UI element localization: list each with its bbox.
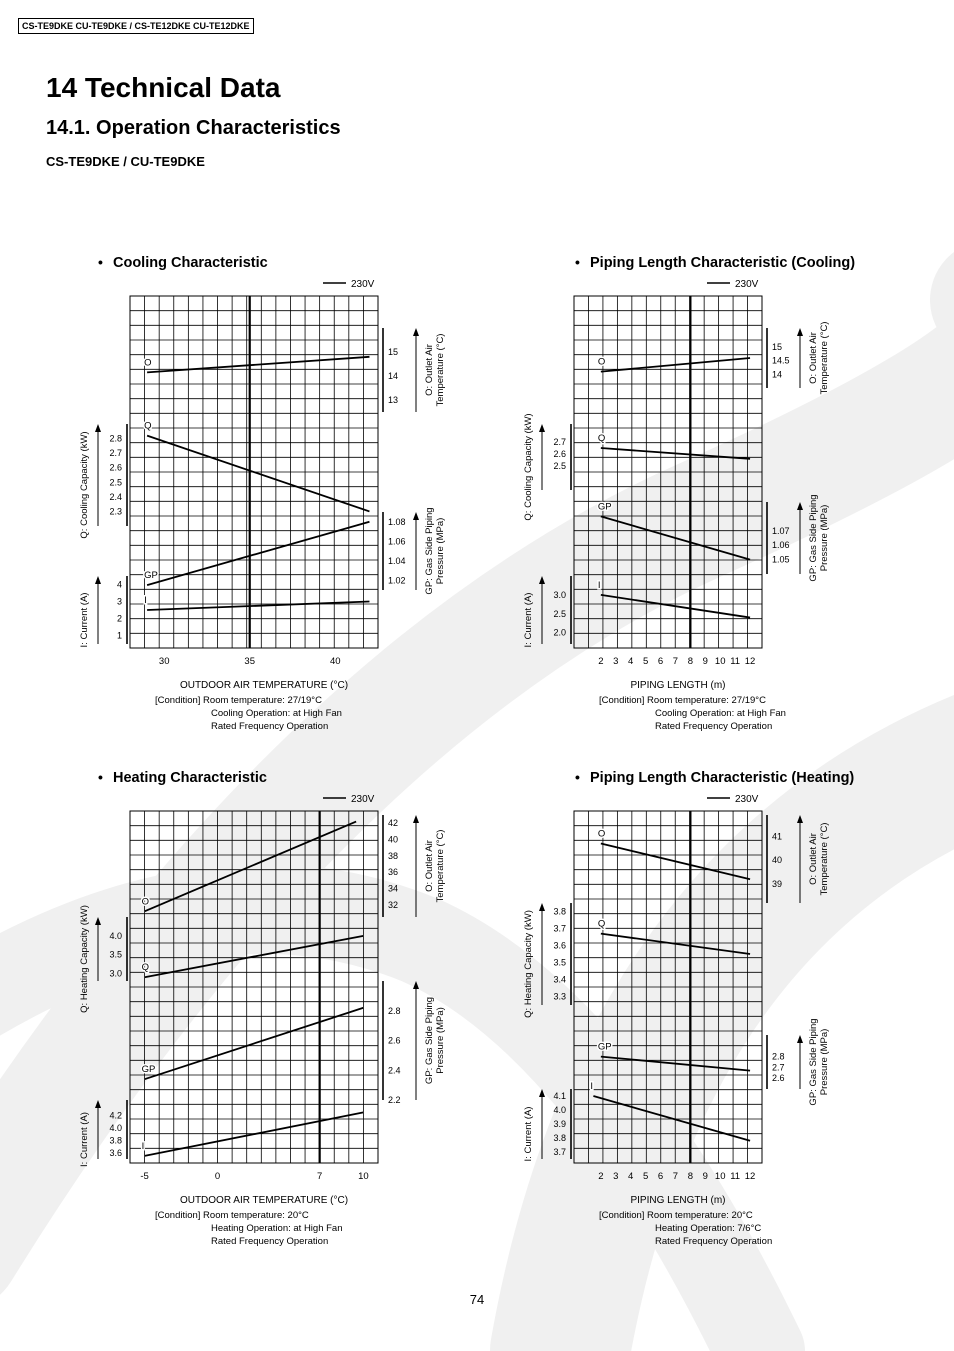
- band-tick-o: 36: [388, 867, 399, 878]
- band-tick-q: 2.7: [109, 448, 122, 459]
- band-axis-label-o: [424, 334, 446, 407]
- band-axis-label-line: Pressure (MPa): [435, 1007, 446, 1074]
- title-bullet: •: [98, 254, 103, 270]
- band-tick-q: 2.4: [109, 491, 122, 502]
- band-tick-q: 2.8: [109, 433, 122, 444]
- title-bullet: •: [575, 769, 580, 785]
- band-tick-q: 3.0: [109, 968, 122, 979]
- band-axis-label-gp: [808, 494, 830, 581]
- band-axis-label-line: GP: Gas Side Piping: [808, 1018, 819, 1106]
- band-tick-o: 41: [772, 831, 783, 842]
- band-axis-label-o: [808, 823, 830, 896]
- band-arrowhead-o: [797, 815, 803, 823]
- band-axis-label-line: Temperature (°C): [435, 829, 446, 903]
- band-axis-label-o: [424, 830, 446, 903]
- band-axis-label-i: I: Current (A): [523, 1106, 534, 1162]
- band-axis-label-q: Q: Cooling Capacity (kW): [79, 431, 90, 539]
- band-arrowhead-o: [413, 328, 419, 336]
- band-axis-label-i: I: Current (A): [79, 1112, 90, 1167]
- band-tick-gp: 2.4: [388, 1065, 401, 1076]
- band-axis-label-line: GP: Gas Side Piping: [424, 996, 435, 1085]
- x-tick-label: 3: [613, 656, 619, 667]
- band-tick-gp: 2.8: [772, 1051, 785, 1062]
- condition-line: Heating Operation: at High Fan: [211, 1223, 343, 1234]
- series-line-i: [593, 1096, 750, 1141]
- band-tick-i: 3: [116, 596, 122, 607]
- x-tick-label: 7: [672, 1171, 679, 1182]
- chart-title: Heating Characteristic: [113, 770, 267, 786]
- x-tick-label: 0: [214, 1171, 221, 1182]
- band-tick-gp: 1.04: [388, 555, 406, 566]
- band-tick-gp: 2.8: [388, 1005, 401, 1016]
- legend-label: 230V: [351, 794, 375, 805]
- band-tick-i: 4.0: [553, 1105, 566, 1115]
- x-tick-label: 6: [657, 1171, 664, 1182]
- band-tick-gp: 1.05: [772, 554, 790, 565]
- band-axis-label-gp: [424, 507, 446, 594]
- band-arrowhead-q: [539, 424, 545, 432]
- band-tick-i: 4.2: [109, 1110, 122, 1121]
- band-arrowhead-q: [95, 917, 101, 925]
- band-axis-label-line: O: Outlet Air: [808, 332, 819, 384]
- band-arrowhead-gp: [797, 1035, 803, 1043]
- band-axis-label-line: GP: Gas Side Piping: [424, 507, 435, 595]
- band-tick-gp: 1.08: [388, 516, 406, 527]
- section-subtitle: 14.1. Operation Characteristics: [46, 117, 341, 139]
- series-label-q: Q: [597, 433, 606, 444]
- band-tick-i: 3.6: [109, 1147, 122, 1158]
- band-arrowhead-i: [95, 576, 101, 584]
- chart-title: Cooling Characteristic: [113, 255, 268, 271]
- band-arrowhead-i: [539, 576, 545, 584]
- band-axis-label-gp: [424, 997, 446, 1084]
- band-arrowhead-o: [797, 328, 803, 336]
- band-tick-q: 3.4: [553, 974, 566, 985]
- series-label-gp: GP: [597, 501, 612, 513]
- band-tick-i: 3.9: [553, 1119, 566, 1129]
- series-label-gp: GP: [141, 1064, 156, 1076]
- band-tick-o: 15: [388, 347, 399, 357]
- band-tick-o: 40: [388, 834, 399, 845]
- band-arrowhead-gp: [413, 512, 419, 520]
- band-axis-label-q: Q: Heating Capacity (kW): [523, 910, 534, 1018]
- title-bullet: •: [98, 769, 103, 785]
- x-tick-label: 4: [628, 656, 634, 667]
- band-arrowhead-i: [539, 1089, 545, 1097]
- band-tick-i: 1: [116, 630, 122, 641]
- band-tick-o: 14: [388, 371, 399, 381]
- x-tick-label: 5: [642, 1171, 649, 1182]
- band-tick-q: 2.5: [109, 477, 122, 488]
- x-axis-label: PIPING LENGTH (m): [630, 1195, 726, 1206]
- band-tick-q: 4.0: [109, 930, 122, 941]
- band-tick-q: 3.3: [553, 991, 566, 1002]
- band-tick-o: 15: [772, 342, 783, 353]
- band-axis-label-q: Q: Cooling Capacity (kW): [523, 413, 534, 521]
- band-tick-q: 3.5: [553, 957, 566, 968]
- band-tick-o: 39: [772, 878, 783, 889]
- band-axis-label-line: Temperature (°C): [819, 822, 830, 896]
- x-tick-label: 6: [657, 656, 664, 667]
- condition-line: [Condition] Room temperature: 27/19°C: [599, 695, 766, 706]
- x-tick-label: 30: [158, 656, 170, 667]
- x-tick-label: 12: [744, 656, 756, 667]
- band-arrowhead-gp: [797, 502, 803, 510]
- band-tick-q: 3.8: [553, 906, 566, 917]
- x-tick-label: -5: [140, 1171, 149, 1182]
- band-axis-label-line: O: Outlet Air: [424, 840, 435, 892]
- band-arrowhead-gp: [413, 981, 419, 989]
- x-tick-label: 7: [672, 656, 679, 667]
- x-tick-label: 10: [714, 656, 726, 667]
- band-tick-q: 3.7: [553, 923, 566, 934]
- condition-line: Cooling Operation: at High Fan: [211, 708, 342, 719]
- x-tick-label: 35: [244, 656, 256, 667]
- band-tick-o: 40: [772, 855, 783, 866]
- band-arrowhead-i: [95, 1100, 101, 1108]
- band-axis-label-o: [808, 322, 830, 395]
- condition-line: Rated Frequency Operation: [655, 1236, 773, 1247]
- band-tick-q: 2.3: [109, 506, 122, 517]
- legend-label: 230V: [735, 794, 759, 805]
- band-axis-label-line: Pressure (MPa): [435, 517, 446, 585]
- x-tick-label: 10: [714, 1171, 726, 1182]
- chart-title: Piping Length Characteristic (Heating): [590, 770, 855, 786]
- series-line-gp: [145, 1008, 364, 1079]
- band-arrowhead-q: [539, 903, 545, 911]
- band-tick-o: 14: [772, 369, 783, 380]
- grid: [574, 811, 762, 1163]
- series-label-i: I: [590, 1081, 594, 1092]
- band-tick-gp: 1.07: [772, 525, 790, 536]
- condition-line: [Condition] Room temperature: 20°C: [155, 1210, 309, 1221]
- band-tick-o: 38: [388, 850, 399, 861]
- band-tick-gp: 2.2: [388, 1095, 401, 1105]
- legend-label: 230V: [351, 279, 375, 290]
- x-tick-label: 9: [702, 1171, 708, 1182]
- band-tick-o: 42: [388, 818, 399, 829]
- band-tick-q: 2.6: [109, 462, 122, 473]
- x-axis-label: OUTDOOR AIR TEMPERATURE (°C): [179, 1195, 349, 1206]
- x-tick-label: 2: [598, 1171, 604, 1182]
- band-tick-o: 14.5: [772, 355, 790, 366]
- band-tick-gp: 1.06: [388, 536, 406, 547]
- model-heading: CS-TE9DKE / CU-TE9DKE: [46, 154, 205, 169]
- band-arrowhead-q: [95, 424, 101, 432]
- band-axis-label-line: GP: Gas Side Piping: [808, 494, 819, 582]
- band-axis-label-line: Temperature (°C): [819, 321, 830, 395]
- series-line-i: [147, 602, 369, 611]
- band-tick-q: 2.5: [553, 461, 566, 471]
- series-label-q: Q: [597, 918, 606, 930]
- x-tick-label: 8: [687, 1171, 694, 1182]
- band-tick-q: 2.7: [553, 437, 566, 447]
- page-number: 74: [469, 1292, 485, 1307]
- series-label-i: I: [141, 1140, 145, 1152]
- band-tick-o: 34: [388, 883, 399, 894]
- condition-line: Heating Operation: 7/6°C: [655, 1223, 762, 1234]
- band-tick-q: 3.6: [553, 940, 566, 951]
- band-tick-gp: 2.7: [772, 1062, 785, 1073]
- band-tick-i: 4.0: [109, 1122, 122, 1133]
- band-tick-o: 32: [388, 899, 399, 910]
- legend-label: 230V: [735, 279, 759, 290]
- band-tick-i: 2.0: [553, 627, 566, 638]
- condition-line: [Condition] Room temperature: 27/19°C: [155, 695, 322, 706]
- series-line-q: [145, 936, 364, 977]
- band-axis-label-line: Temperature (°C): [435, 333, 446, 407]
- series-label-gp: GP: [597, 1041, 612, 1053]
- x-tick-label: 5: [642, 656, 649, 667]
- band-tick-q: 3.5: [109, 949, 122, 960]
- band-tick-i: 2.5: [553, 608, 566, 619]
- x-tick-label: 40: [329, 656, 341, 667]
- series-label-gp: GP: [144, 570, 158, 582]
- x-tick-label: 9: [702, 656, 708, 667]
- band-tick-i: 3.7: [553, 1147, 566, 1157]
- condition-line: Rated Frequency Operation: [211, 1236, 329, 1247]
- section-title: 14 Technical Data: [46, 72, 281, 103]
- condition-line: Rated Frequency Operation: [655, 721, 773, 732]
- cooling-characteristic-chart: [0, 240, 477, 740]
- title-bullet: •: [575, 254, 580, 270]
- series-label-i: I: [144, 595, 147, 606]
- grid: [130, 811, 378, 1163]
- band-axis-label-i: I: Current (A): [523, 592, 534, 648]
- x-tick-label: 4: [628, 1171, 634, 1182]
- series-label-i: I: [597, 579, 601, 591]
- band-tick-o: 13: [388, 395, 399, 405]
- chart-title: Piping Length Characteristic (Cooling): [590, 255, 856, 271]
- series-line-gp: [147, 522, 369, 585]
- band-axis-label-line: O: Outlet Air: [424, 344, 435, 396]
- band-tick-i: 3.8: [553, 1133, 566, 1143]
- x-tick-label: 8: [687, 656, 694, 667]
- series-label-q: Q: [141, 962, 149, 974]
- x-tick-label: 10: [358, 1171, 369, 1182]
- series-line-q: [147, 436, 369, 512]
- band-tick-i: 3.0: [553, 589, 566, 600]
- band-axis-label-line: Pressure (MPa): [819, 1028, 830, 1096]
- piping-length-heating-chart: [477, 755, 954, 1255]
- x-axis-label: OUTDOOR AIR TEMPERATURE (°C): [179, 680, 349, 691]
- x-tick-label: 7: [316, 1171, 323, 1182]
- band-tick-i: 4.1: [553, 1091, 566, 1101]
- condition-line: Cooling Operation: at High Fan: [655, 708, 786, 719]
- band-tick-i: 4: [116, 579, 122, 590]
- x-tick-label: 12: [744, 1171, 756, 1182]
- series-label-o: O: [144, 357, 152, 369]
- band-tick-i: 3.8: [109, 1135, 122, 1146]
- piping-length-cooling-chart: [477, 240, 954, 740]
- x-tick-label: 11: [730, 1171, 741, 1182]
- series-label-o: O: [141, 896, 149, 908]
- band-tick-gp: 1.06: [772, 540, 790, 551]
- band-tick-gp: 2.6: [772, 1073, 785, 1084]
- band-arrowhead-o: [413, 815, 419, 823]
- series-line-o: [147, 357, 369, 373]
- condition-line: Rated Frequency Operation: [211, 721, 329, 732]
- series-label-o: O: [597, 828, 606, 840]
- heating-characteristic-chart: [0, 755, 477, 1255]
- band-axis-label-line: O: Outlet Air: [808, 833, 819, 885]
- band-tick-q: 2.6: [553, 449, 566, 459]
- series-label-o: O: [597, 356, 606, 368]
- series-line-o: [145, 822, 357, 912]
- band-tick-gp: 2.6: [388, 1035, 401, 1046]
- x-tick-label: 11: [730, 656, 741, 667]
- x-tick-label: 2: [598, 656, 604, 667]
- band-axis-label-i: I: Current (A): [79, 592, 90, 648]
- model-header-box: CS-TE9DKE CU-TE9DKE / CS-TE12DKE CU-TE12DKE: [18, 18, 254, 34]
- series-label-q: Q: [144, 420, 152, 432]
- band-axis-label-gp: [808, 1018, 830, 1105]
- band-axis-label-q: Q: Heating Capacity (kW): [79, 905, 90, 1013]
- band-tick-i: 2: [116, 613, 122, 624]
- condition-line: [Condition] Room temperature: 20°C: [599, 1210, 753, 1221]
- band-axis-label-line: Pressure (MPa): [819, 504, 830, 572]
- band-tick-gp: 1.02: [388, 575, 406, 586]
- x-axis-label: PIPING LENGTH (m): [630, 680, 726, 691]
- x-tick-label: 3: [613, 1171, 619, 1182]
